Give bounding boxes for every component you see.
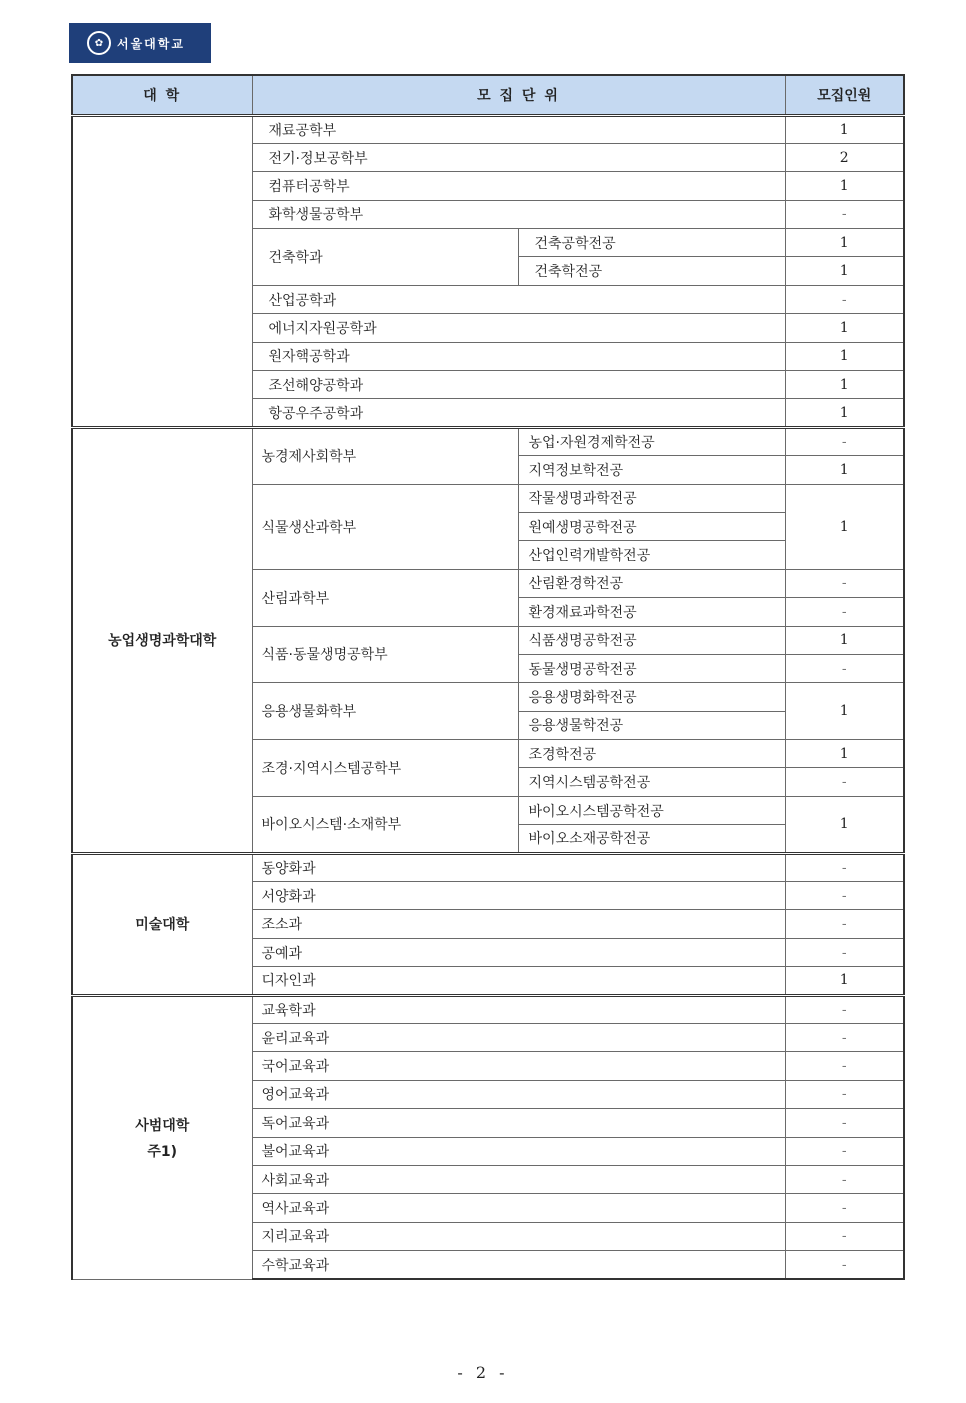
count-cell: - bbox=[785, 1222, 904, 1250]
unit-cell: 컴퓨터공학부 bbox=[252, 172, 785, 200]
unit-cell: 영어교육과 bbox=[252, 1080, 785, 1108]
count-cell: - bbox=[785, 1024, 904, 1052]
major-cell: 동물생명공학전공 bbox=[518, 654, 785, 682]
college-name: 사범대학 bbox=[135, 1117, 190, 1134]
major-cell: 산림환경학전공 bbox=[518, 569, 785, 597]
header-count: 모집인원 bbox=[785, 75, 904, 115]
table-header-row bbox=[72, 75, 904, 115]
unit-cell: 바이오시스템·소재학부 bbox=[252, 796, 518, 853]
count-cell: 1 bbox=[785, 314, 904, 342]
count-cell: 1 bbox=[785, 399, 904, 427]
count-cell: 1 bbox=[785, 626, 904, 654]
count-cell: 2 bbox=[785, 143, 904, 171]
unit-cell: 건축학과 bbox=[252, 229, 518, 286]
count-cell: - bbox=[785, 1080, 904, 1108]
count-cell: - bbox=[785, 938, 904, 966]
count-cell: - bbox=[785, 200, 904, 228]
college-note: 주1) bbox=[147, 1143, 178, 1160]
major-cell: 응용생물학전공 bbox=[518, 711, 785, 739]
table-row bbox=[72, 427, 904, 455]
count-cell: 1 bbox=[785, 683, 904, 740]
count-cell: - bbox=[785, 882, 904, 910]
major-cell: 응용생명화학전공 bbox=[518, 683, 785, 711]
count-cell: - bbox=[785, 1052, 904, 1080]
major-cell: 지역시스템공학전공 bbox=[518, 768, 785, 796]
unit-cell: 서양화과 bbox=[252, 882, 785, 910]
major-cell: 건축공학전공 bbox=[518, 229, 785, 257]
college-cell-engineering bbox=[72, 115, 252, 427]
unit-cell: 국어교육과 bbox=[252, 1052, 785, 1080]
count-cell: - bbox=[785, 1137, 904, 1165]
count-cell: - bbox=[785, 910, 904, 938]
count-cell: - bbox=[785, 1251, 904, 1279]
major-cell: 농업·자원경제학전공 bbox=[518, 427, 785, 455]
major-cell: 지역정보학전공 bbox=[518, 456, 785, 484]
unit-cell: 독어교육과 bbox=[252, 1109, 785, 1137]
count-cell: 1 bbox=[785, 967, 904, 995]
admission-table bbox=[71, 74, 905, 1280]
count-cell: - bbox=[785, 1194, 904, 1222]
university-seal-icon: ✿ bbox=[87, 31, 111, 55]
table-row bbox=[72, 853, 904, 881]
unit-cell: 응용생물화학부 bbox=[252, 683, 518, 740]
header-college: 대 학 bbox=[72, 75, 252, 115]
unit-cell: 교육학과 bbox=[252, 995, 785, 1023]
page-number: - 2 - bbox=[457, 1363, 509, 1382]
unit-cell: 불어교육과 bbox=[252, 1137, 785, 1165]
count-cell: 1 bbox=[785, 796, 904, 853]
unit-cell: 농경제사회학부 bbox=[252, 427, 518, 484]
table-row bbox=[72, 115, 904, 143]
count-cell: - bbox=[785, 427, 904, 455]
count-cell: - bbox=[785, 1109, 904, 1137]
count-cell: 1 bbox=[785, 172, 904, 200]
unit-cell: 조경·지역시스템공학부 bbox=[252, 740, 518, 797]
count-cell: - bbox=[785, 654, 904, 682]
unit-cell: 산업공학과 bbox=[252, 285, 785, 313]
count-cell: - bbox=[785, 1165, 904, 1193]
count-cell: 1 bbox=[785, 342, 904, 370]
unit-cell: 조선해양공학과 bbox=[252, 371, 785, 399]
count-cell: 1 bbox=[785, 229, 904, 257]
count-cell: - bbox=[785, 768, 904, 796]
count-cell: - bbox=[785, 598, 904, 626]
unit-cell: 항공우주공학과 bbox=[252, 399, 785, 427]
unit-cell: 식물생산과학부 bbox=[252, 484, 518, 569]
unit-cell: 윤리교육과 bbox=[252, 1024, 785, 1052]
major-cell: 식품생명공학전공 bbox=[518, 626, 785, 654]
unit-cell: 역사교육과 bbox=[252, 1194, 785, 1222]
unit-cell: 식품·동물생명공학부 bbox=[252, 626, 518, 683]
unit-cell: 디자인과 bbox=[252, 967, 785, 995]
major-cell: 바이오시스템공학전공 bbox=[518, 796, 785, 824]
major-cell: 건축학전공 bbox=[518, 257, 785, 285]
major-cell: 산업인력개발학전공 bbox=[518, 541, 785, 569]
count-cell: 1 bbox=[785, 484, 904, 569]
major-cell: 환경재료과학전공 bbox=[518, 598, 785, 626]
count-cell: 1 bbox=[785, 456, 904, 484]
count-cell: - bbox=[785, 285, 904, 313]
university-logo bbox=[69, 23, 211, 63]
count-cell: - bbox=[785, 853, 904, 881]
unit-cell: 동양화과 bbox=[252, 853, 785, 881]
college-cell-education bbox=[72, 995, 252, 1279]
count-cell: 1 bbox=[785, 740, 904, 768]
count-cell: 1 bbox=[785, 115, 904, 143]
unit-cell: 공예과 bbox=[252, 938, 785, 966]
major-cell: 작물생명과학전공 bbox=[518, 484, 785, 512]
count-cell: 1 bbox=[785, 257, 904, 285]
college-cell-arts: 미술대학 bbox=[72, 853, 252, 995]
count-cell: 1 bbox=[785, 371, 904, 399]
unit-cell: 수학교육과 bbox=[252, 1251, 785, 1279]
major-cell: 바이오소재공학전공 bbox=[518, 825, 785, 853]
major-cell: 원예생명공학전공 bbox=[518, 512, 785, 540]
unit-cell: 조소과 bbox=[252, 910, 785, 938]
unit-cell: 원자핵공학과 bbox=[252, 342, 785, 370]
college-cell-agriculture: 농업생명과학대학 bbox=[72, 427, 252, 853]
count-cell: - bbox=[785, 569, 904, 597]
unit-cell: 재료공학부 bbox=[252, 115, 785, 143]
unit-cell: 산림과학부 bbox=[252, 569, 518, 626]
unit-cell: 사회교육과 bbox=[252, 1165, 785, 1193]
logo-text: 서울대학교 bbox=[117, 36, 185, 51]
major-cell: 조경학전공 bbox=[518, 740, 785, 768]
table-row bbox=[72, 995, 904, 1023]
count-cell: - bbox=[785, 995, 904, 1023]
unit-cell: 에너지자원공학과 bbox=[252, 314, 785, 342]
unit-cell: 전기·정보공학부 bbox=[252, 143, 785, 171]
unit-cell: 화학생물공학부 bbox=[252, 200, 785, 228]
unit-cell: 지리교육과 bbox=[252, 1222, 785, 1250]
header-unit: 모 집 단 위 bbox=[252, 75, 785, 115]
